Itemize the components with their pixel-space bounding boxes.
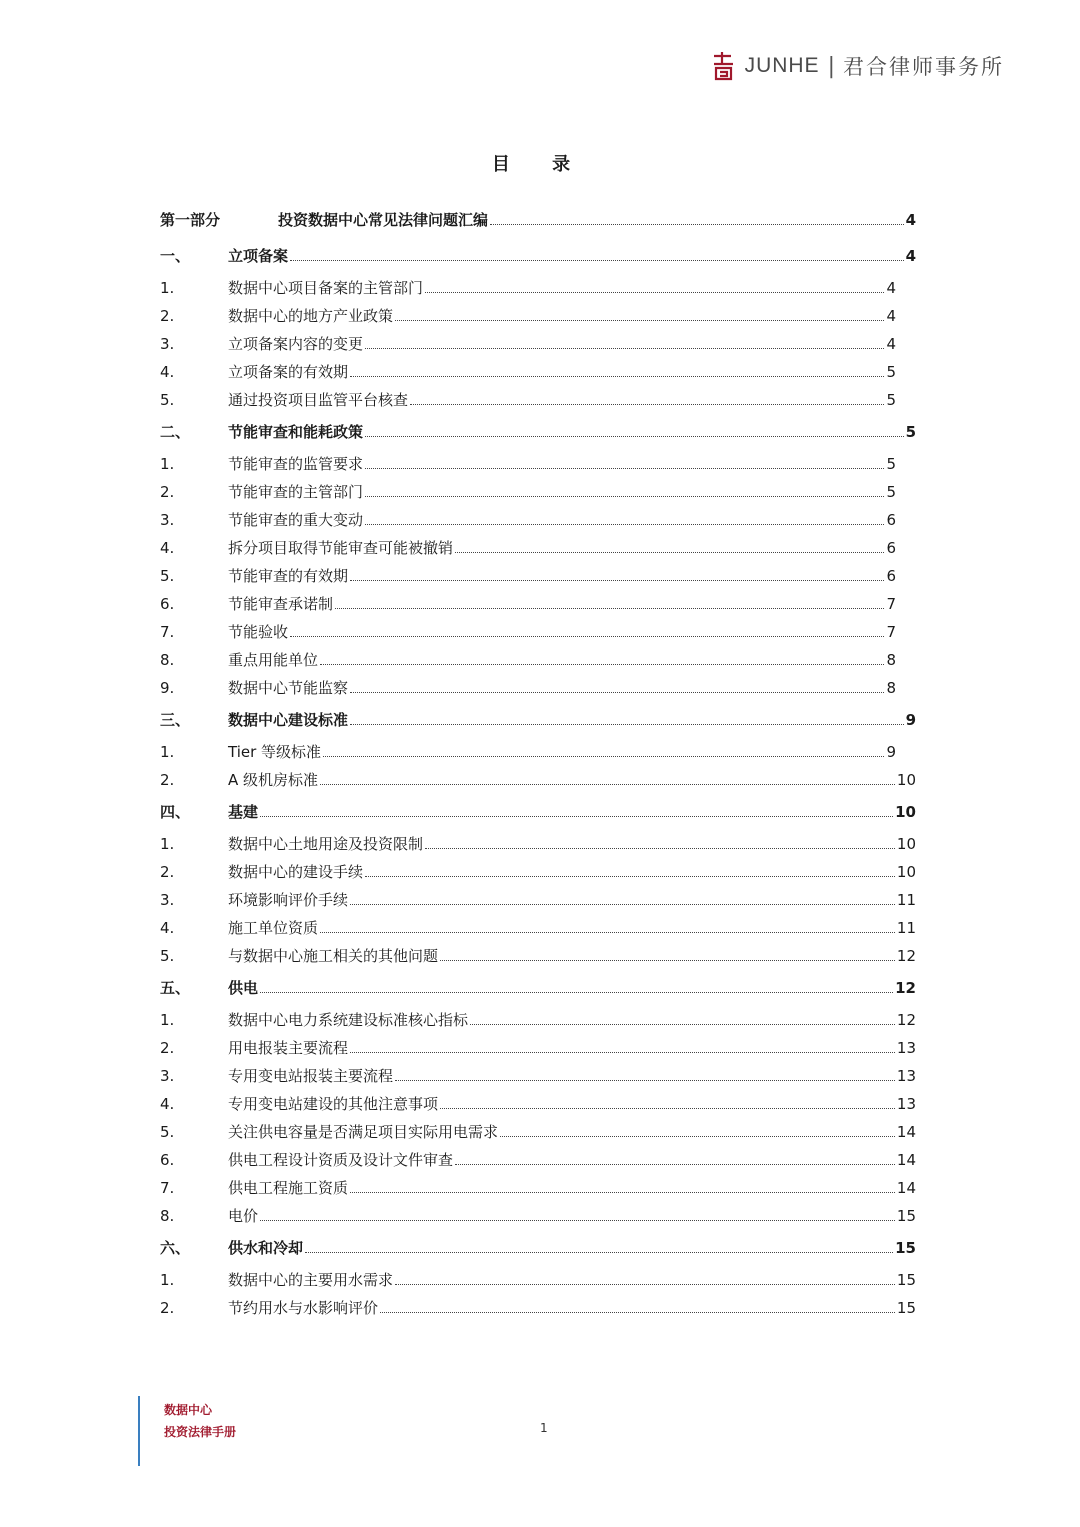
toc-entry-page: 11 [896,891,916,909]
toc-entry-number: 六、 [160,1239,191,1257]
toc-entry-title: 拆分项目取得节能审查可能被撤销 [228,539,454,557]
toc-entry-page: 5 [886,455,896,473]
toc-entry-page: 10 [895,803,916,821]
toc-leader-dots [470,1024,895,1025]
toc-entry-page: 8 [886,679,896,697]
toc-entry-number: 6. [160,595,175,613]
toc-part-row[interactable] [160,202,916,238]
toc-entry-title: 专用变电站报装主要流程 [228,1067,394,1085]
toc-item-row[interactable] [160,618,916,646]
toc-entry-number: 4. [160,363,175,381]
toc-leader-dots [323,756,884,757]
footer-line-1: 数据中心 [164,1403,213,1417]
toc-entry-number: 7. [160,623,175,641]
toc-entry-title: 节能审查承诺制 [228,595,334,613]
toc-entry-title: 立项备案 [228,247,289,265]
toc-item-row[interactable] [160,302,916,330]
toc-leader-dots [500,1136,895,1137]
logo-separator: | [827,53,835,79]
toc-entry-title: 供水和冷却 [228,1239,304,1257]
toc-item-row[interactable] [160,1006,916,1034]
toc-item-row[interactable] [160,886,916,914]
toc-leader-dots [290,260,904,261]
toc-entry-page: 9 [886,743,896,761]
toc-leader-dots [440,960,895,961]
toc-entry-number: 1. [160,279,175,297]
toc-leader-dots [350,1192,895,1193]
table-of-contents [160,202,916,1322]
toc-entry-page: 5 [886,391,896,409]
toc-entry-number: 1. [160,1011,175,1029]
toc-entry-page: 14 [896,1151,916,1169]
toc-item-row[interactable] [160,674,916,702]
toc-entry-page: 10 [896,863,916,881]
toc-entry-page: 11 [896,919,916,937]
toc-entry-page: 5 [886,363,896,381]
toc-entry-page: 15 [895,1239,916,1257]
toc-entry-title: 节能审查的主管部门 [228,483,364,501]
toc-leader-dots [350,1052,895,1053]
toc-entry-page: 4 [886,279,896,297]
toc-item-row[interactable] [160,478,916,506]
toc-entry-page: 12 [895,979,916,997]
toc-entry-page: 15 [896,1299,916,1317]
toc-entry-number: 2. [160,483,175,501]
toc-section-row[interactable] [160,1230,916,1266]
toc-entry-title: 数据中心节能监察 [228,679,349,697]
toc-leader-dots [350,692,884,693]
toc-entry-page: 5 [886,483,896,501]
toc-entry-number: 5. [160,1123,175,1141]
toc-title: 目 录 [491,154,589,175]
toc-leader-dots [395,1284,895,1285]
toc-entry-number: 1. [160,743,175,761]
toc-entry-number: 2. [160,1299,175,1317]
toc-leader-dots [350,376,884,377]
toc-item-row[interactable] [160,358,916,386]
toc-item-row[interactable] [160,1118,916,1146]
logo-chinese-name: 君合律师事务所 [843,55,1004,79]
toc-entry-title: 通过投资项目监管平台核查 [228,391,409,409]
toc-item-row[interactable] [160,450,916,478]
toc-entry-page: 12 [896,947,916,965]
toc-entry-page: 6 [886,539,896,557]
toc-entry-title: 数据中心土地用途及投资限制 [228,835,424,853]
toc-entry-page: 15 [896,1271,916,1289]
toc-entry-title: 立项备案的有效期 [228,363,349,381]
toc-entry-title: A 级机房标准 [228,771,319,789]
toc-item-row[interactable] [160,590,916,618]
toc-entry-number: 7. [160,1179,175,1197]
toc-entry-title: 节能验收 [228,623,289,641]
toc-leader-dots [380,1312,895,1313]
toc-entry-number: 第一部分 [160,211,221,229]
toc-entry-number: 四、 [160,803,191,821]
toc-entry-number: 2. [160,307,175,325]
page-number: 1 [540,1421,548,1435]
toc-entry-title: 与数据中心施工相关的其他问题 [228,947,439,965]
firm-logo [711,50,1004,82]
toc-item-row[interactable] [160,534,916,562]
toc-entry-page: 10 [896,835,916,853]
toc-entry-title: 节能审查和能耗政策 [228,423,364,441]
toc-entry-number: 3. [160,511,175,529]
toc-entry-number: 一、 [160,247,191,265]
toc-entry-number: 4. [160,539,175,557]
toc-entry-number: 3. [160,335,175,353]
toc-leader-dots [260,992,893,993]
toc-entry-number: 2. [160,771,175,789]
footer-document-title [164,1399,236,1443]
toc-entry-title: 供电工程设计资质及设计文件审查 [228,1151,454,1169]
toc-item-row[interactable] [160,858,916,886]
toc-entry-page: 12 [896,1011,916,1029]
toc-entry-page: 13 [896,1095,916,1113]
toc-leader-dots [260,1220,895,1221]
toc-entry-number: 1. [160,455,175,473]
toc-entry-title: 供电工程施工资质 [228,1179,349,1197]
toc-entry-page: 4 [886,307,896,325]
toc-entry-page: 13 [896,1067,916,1085]
toc-entry-number: 三、 [160,711,191,729]
toc-entry-title: 施工单位资质 [228,919,319,937]
toc-leader-dots [335,608,884,609]
toc-entry-title: 数据中心的地方产业政策 [228,307,394,325]
toc-item-row[interactable] [160,1090,916,1118]
toc-entry-number: 4. [160,1095,175,1113]
toc-entry-number: 2. [160,863,175,881]
toc-leader-dots [455,1164,895,1165]
toc-entry-page: 8 [886,651,896,669]
toc-entry-page: 10 [896,771,916,789]
toc-item-row[interactable] [160,738,916,766]
toc-entry-page: 13 [896,1039,916,1057]
toc-entry-title: 重点用能单位 [228,651,319,669]
toc-entry-number: 五、 [160,979,191,997]
toc-entry-page: 4 [905,247,916,265]
toc-item-row[interactable] [160,766,916,794]
toc-entry-number: 5. [160,947,175,965]
toc-entry-number: 6. [160,1151,175,1169]
toc-entry-page: 7 [886,595,896,613]
toc-item-row[interactable] [160,330,916,358]
toc-leader-dots [305,1252,893,1253]
toc-leader-dots [395,320,884,321]
toc-item-row[interactable] [160,274,916,302]
toc-entry-title: 关注供电容量是否满足项目实际用电需求 [228,1123,499,1141]
toc-entry-page: 7 [886,623,896,641]
toc-entry-title: 用电报装主要流程 [228,1039,349,1057]
toc-entry-title: 节约用水与水影响评价 [228,1299,379,1317]
toc-leader-dots [350,580,884,581]
toc-item-row[interactable] [160,506,916,534]
toc-item-row[interactable] [160,1034,916,1062]
toc-leader-dots [365,348,884,349]
toc-entry-page: 4 [886,335,896,353]
footer-accent-bar [138,1396,140,1466]
toc-leader-dots [365,468,884,469]
toc-entry-page: 6 [886,567,896,585]
toc-entry-page: 14 [896,1123,916,1141]
toc-item-row[interactable] [160,1062,916,1090]
toc-leader-dots [365,876,895,877]
toc-item-row[interactable] [160,1146,916,1174]
toc-leader-dots [320,932,895,933]
toc-entry-number: 9. [160,679,175,697]
toc-entry-number: 8. [160,1207,175,1225]
toc-entry-title: 数据中心建设标准 [228,711,349,729]
toc-leader-dots [365,436,904,437]
toc-leader-dots [455,552,884,553]
toc-leader-dots [320,784,895,785]
toc-item-row[interactable] [160,646,916,674]
toc-entry-title: 节能审查的有效期 [228,567,349,585]
toc-item-row[interactable] [160,386,916,414]
toc-item-row[interactable] [160,914,916,942]
toc-entry-number: 1. [160,835,175,853]
toc-entry-page: 14 [896,1179,916,1197]
toc-entry-title: 数据中心的建设手续 [228,863,364,881]
toc-entry-title: 专用变电站建设的其他注意事项 [228,1095,439,1113]
toc-entry-title: 供电 [228,979,259,997]
toc-item-row[interactable] [160,562,916,590]
toc-item-row[interactable] [160,1174,916,1202]
toc-item-row[interactable] [160,942,916,970]
toc-leader-dots [440,1108,895,1109]
toc-entry-title: 环境影响评价手续 [228,891,349,909]
toc-leader-dots [365,496,884,497]
toc-leader-dots [260,816,893,817]
toc-entry-title: 基建 [228,803,259,821]
toc-item-row[interactable] [160,1266,916,1294]
toc-entry-page: 6 [886,511,896,529]
toc-entry-title: 立项备案内容的变更 [228,335,364,353]
toc-entry-number: 3. [160,891,175,909]
toc-item-row[interactable] [160,1202,916,1230]
toc-entry-number: 5. [160,391,175,409]
toc-leader-dots [425,848,895,849]
toc-entry-page: 4 [905,211,916,229]
toc-entry-number: 5. [160,567,175,585]
toc-entry-title: 数据中心的主要用水需求 [228,1271,394,1289]
junhe-logo-mark-icon [711,50,737,82]
toc-entry-title: 数据中心项目备案的主管部门 [228,279,424,297]
toc-entry-title: Tier 等级标准 [228,743,322,761]
toc-entry-number: 3. [160,1067,175,1085]
toc-entry-page: 5 [905,423,916,441]
toc-section-row[interactable] [160,970,916,1006]
toc-entry-title: 电价 [228,1207,259,1225]
toc-entry-title: 节能审查的重大变动 [228,511,364,529]
toc-entry-number: 二、 [160,423,191,441]
toc-item-row[interactable] [160,830,916,858]
toc-leader-dots [365,524,884,525]
toc-section-row[interactable] [160,238,916,274]
toc-leader-dots [320,664,884,665]
toc-section-row[interactable] [160,414,916,450]
toc-leader-dots [350,904,895,905]
toc-leader-dots [425,292,884,293]
toc-leader-dots [290,636,884,637]
toc-section-row[interactable] [160,794,916,830]
logo-english-name: JUNHE [744,54,820,77]
toc-entry-title: 数据中心电力系统建设标准核心指标 [228,1011,469,1029]
toc-entry-number: 8. [160,651,175,669]
toc-entry-number: 4. [160,919,175,937]
toc-entry-title: 节能审查的监管要求 [228,455,364,473]
toc-leader-dots [410,404,884,405]
toc-entry-number: 1. [160,1271,175,1289]
toc-entry-number: 2. [160,1039,175,1057]
toc-leader-dots [395,1080,895,1081]
footer-line-2: 投资法律手册 [164,1425,237,1439]
toc-entry-title: 投资数据中心常见法律问题汇编 [278,211,489,229]
toc-leader-dots [490,224,904,225]
toc-entry-page: 9 [905,711,916,729]
toc-entry-page: 15 [896,1207,916,1225]
toc-item-row[interactable] [160,1294,916,1322]
toc-section-row[interactable] [160,702,916,738]
toc-leader-dots [350,724,904,725]
